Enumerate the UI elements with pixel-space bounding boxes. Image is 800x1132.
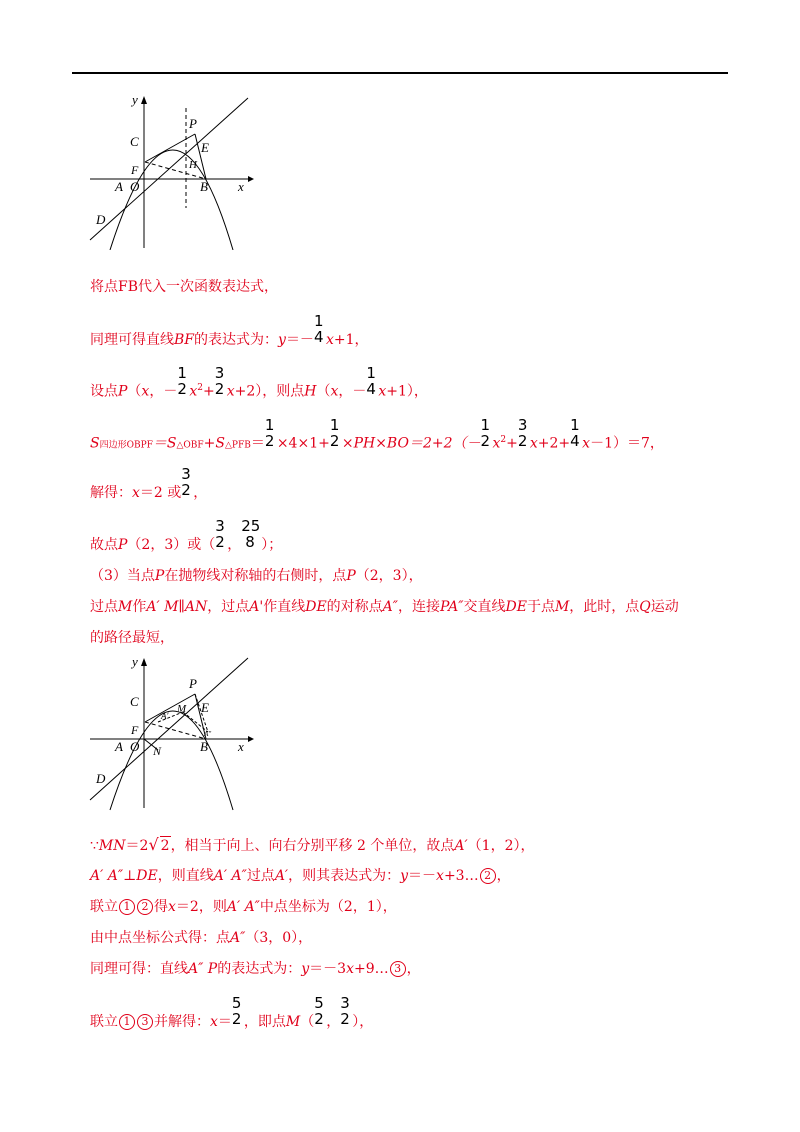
text-line-9: 的路径最短， xyxy=(90,630,174,646)
label-C: C xyxy=(130,694,139,709)
label-E: E xyxy=(201,140,209,155)
label-O: O xyxy=(130,179,140,194)
label-A: A xyxy=(115,179,123,194)
label-B: B xyxy=(200,739,208,754)
label-A: A xyxy=(115,739,123,754)
segment-FP xyxy=(145,694,195,722)
circled-number: 3 xyxy=(390,961,406,977)
segment-FP xyxy=(145,134,195,162)
text-line-12: 联立 1 2 得x＝2，则A′ A″中点坐标为（2，1）， xyxy=(90,899,397,915)
text-line-11: A′ A″⊥DE，则直线A′ A″过点A′，则其表达式为：y＝－x+3… 2 ， xyxy=(90,868,511,884)
text-line-6: 故点P（2，3）或（ 3 2 ， 25 8 ）； xyxy=(90,517,283,553)
label-C: C xyxy=(130,134,139,149)
label-F: F xyxy=(131,163,139,177)
circled-number: 3 xyxy=(137,1014,153,1030)
label-D: D xyxy=(96,212,106,227)
label-y: y xyxy=(132,654,138,669)
text-line-2: 同理可得直线BF的表达式为：y＝－ 1 4 x+1， xyxy=(90,312,369,348)
segment-FB xyxy=(145,722,206,739)
text-line-3: 设点P（x，－ 1 2 $x^2+$ 3 2 x+2），则点H（x，－ 1 4 x+1）， xyxy=(90,363,428,400)
label-x: x xyxy=(238,739,244,754)
label-H: H xyxy=(189,159,197,171)
parabola xyxy=(110,150,233,250)
parabola xyxy=(110,711,233,810)
label-Aprime: A′ xyxy=(161,711,169,721)
label-P: P xyxy=(189,116,197,131)
text-line-4: S四边形OBPF＝S△OBF+S△PFB＝ 1 2 ×4×1+ 1 2 ×PH×BO＝2+2（－ 1 2 $x^2+$ 3 2 x+2+ 1 4 x－1）＝7， xyxy=(90,415,664,452)
label-F: F xyxy=(131,723,139,737)
text-line-7: （3）当点P在抛物线对称轴的右侧时，点P（2，3）， xyxy=(90,568,423,584)
figure-parabola-2 xyxy=(88,652,258,812)
figure-parabola-1 xyxy=(88,90,258,250)
label-O: O xyxy=(130,739,140,754)
label-x: x xyxy=(238,179,244,194)
text-line-15: 联立 1 3 并解得：x＝ 5 2 ，即点M（ 5 2 ， 3 2 ）， xyxy=(90,994,374,1030)
label-P: P xyxy=(189,676,197,691)
text-line-14: 同理可得：直线A″ P的表达式为：y＝－3x+9… 3 ， xyxy=(90,961,421,977)
text-line-5: 解得：x＝2 或 3 2 ， xyxy=(90,465,208,501)
segment-MA2 xyxy=(183,712,208,732)
text-line-10: ∵MN＝2√ 2，相当于向上、向右分别平移 2 个单位，故点A′（1，2）， xyxy=(90,835,535,854)
header-rule xyxy=(72,72,728,74)
label-N: N xyxy=(153,744,162,758)
circled-number: 1 xyxy=(119,899,135,915)
label-B: B xyxy=(200,179,208,194)
text-line-1: 将点FB代入一次函数表达式， xyxy=(90,279,279,295)
text-line-8: 过点M作A′ M∥AN，过点A'作直线DE的对称点A″，连接PA″交直线DE于点M，此时，点Q运动 xyxy=(90,599,679,615)
label-y: y xyxy=(132,92,138,107)
circled-number: 2 xyxy=(137,899,153,915)
label-M: M xyxy=(177,703,187,715)
text-line-13: 由中点坐标公式得：点A″（3，0）， xyxy=(90,930,313,946)
label-E: E xyxy=(201,700,209,715)
label-A2: A″ xyxy=(204,730,212,738)
circled-number: 1 xyxy=(119,1014,135,1030)
circled-number: 2 xyxy=(480,868,496,884)
label-D: D xyxy=(96,771,106,786)
